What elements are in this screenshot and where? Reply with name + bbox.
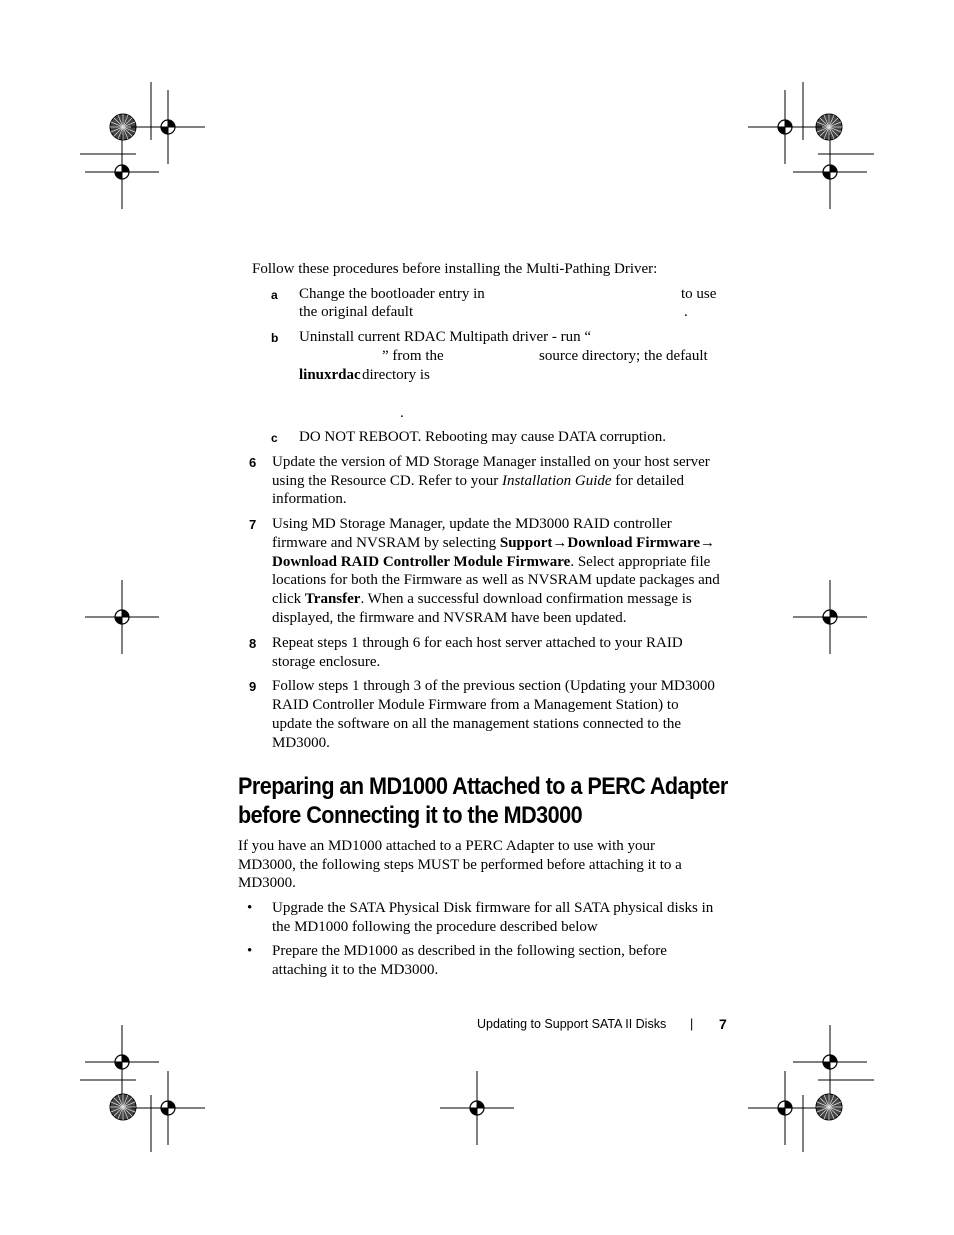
section-heading <box>238 772 782 830</box>
sub-step-text: DO NOT REBOOT. Rebooting may cause DATA corruption. <box>299 429 666 445</box>
sub-step-text-bold: linuxrdac <box>299 367 361 383</box>
step-text: Repeat steps 1 through 6 for each host server attached to your RAID <box>272 635 683 651</box>
sub-step-text: the original default <box>299 304 414 320</box>
step-text: using the Resource CD. Refer to your Installation Guide for detailed <box>272 473 684 489</box>
menu-path: Support→Download Firmware→ <box>499 535 716 551</box>
bullet-text: attaching it to the MD3000. <box>272 962 439 978</box>
step-text: Using MD Storage Manager, update the MD3000 RAID controller <box>272 516 672 532</box>
step-number: 9 <box>249 679 257 694</box>
paragraph-line: MD3000, the following steps MUST be performed before attaching it to a <box>238 857 682 873</box>
bullet-text: Upgrade the SATA Physical Disk firmware for all SATA physical disks in <box>272 900 714 916</box>
sub-step-marker: b <box>271 331 279 345</box>
step-text: MD3000. <box>272 735 330 751</box>
footer-title: Updating to Support SATA II Disks <box>477 1017 667 1031</box>
bullet-text: Prepare the MD1000 as described in the following section, before <box>272 943 667 959</box>
footer-separator: | <box>690 1017 694 1031</box>
sub-step-text: Uninstall current RDAC Multipath driver - run “ <box>299 329 592 345</box>
sub-step-marker: c <box>271 431 278 445</box>
step-text: Follow steps 1 through 3 of the previous section (Updating your MD3000 <box>272 678 715 694</box>
sub-step-text: to use <box>681 286 717 302</box>
step-text: RAID Controller Module Firmware from a Management Station) to <box>272 697 679 713</box>
sub-step-text: source directory; the default <box>539 348 708 364</box>
step-text: click Transfer. When a successful download confirmation message is <box>272 591 692 607</box>
menu-path: Download RAID Controller Module Firmware <box>272 554 571 570</box>
sub-step-text: ” from the <box>382 348 444 364</box>
step-text: firmware and NVSRAM by selecting Support→Download Firmware→ <box>272 535 716 551</box>
paragraph-line: If you have an MD1000 attached to a PERC Adapter to use with your <box>238 838 655 854</box>
step-text: information. <box>272 491 347 507</box>
sub-step-marker: a <box>271 288 278 302</box>
step-text: Update the version of MD Storage Manager installed on your host server <box>272 454 710 470</box>
step-text: displayed, the firmware and NVSRAM have been updated. <box>272 610 627 626</box>
intro-text: Follow these procedures before installing the Multi-Pathing Driver: <box>252 261 658 277</box>
section-heading-line: before Connecting it to the MD3000 <box>238 802 583 829</box>
step-number: 6 <box>249 455 257 470</box>
step-text: Download RAID Controller Module Firmware. Select appropriate file <box>272 554 711 570</box>
step-text: update the software on all the management stations connected to the <box>272 716 682 732</box>
installation-guide-title: Installation Guide <box>501 473 612 489</box>
section-heading-line: Preparing an MD1000 Attached to a PERC Adapter <box>238 773 728 800</box>
bullet-marker: • <box>247 900 253 916</box>
bullet-marker: • <box>247 943 253 959</box>
step-number: 7 <box>249 517 257 532</box>
sub-step-text: . <box>400 405 404 421</box>
step-text: storage enclosure. <box>272 654 381 670</box>
bullet-text: the MD1000 following the procedure described below <box>272 919 598 935</box>
page-number: 7 <box>719 1016 727 1032</box>
sub-step-text: directory is <box>362 367 430 383</box>
transfer-label: Transfer <box>304 591 361 607</box>
paragraph-line: MD3000. <box>238 875 296 891</box>
step-number: 8 <box>249 636 257 651</box>
step-text: locations for both the Firmware as well as NVSRAM update packages and <box>272 572 720 588</box>
sub-step-text: Change the bootloader entry in <box>299 286 485 302</box>
sub-step-text: . <box>684 304 688 320</box>
